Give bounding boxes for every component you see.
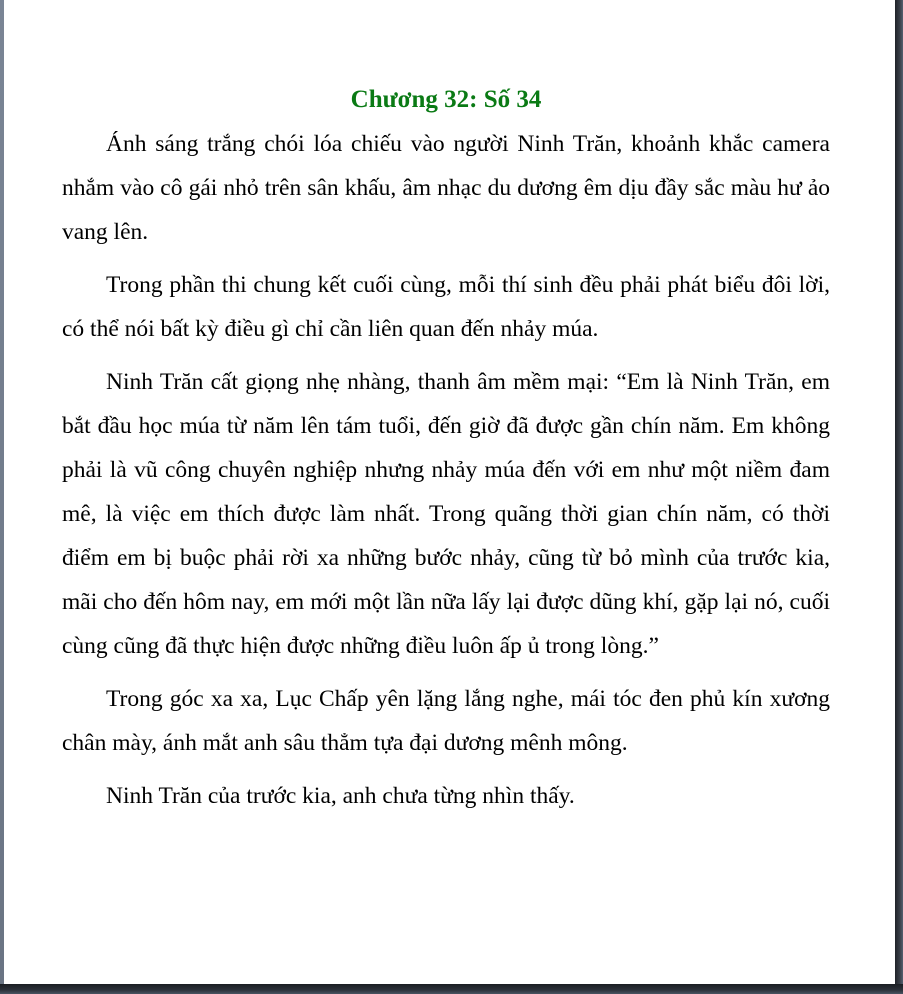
page-content	[62, 82, 830, 827]
paragraph: Ninh Trăn cất giọng nhẹ nhàng, thanh âm mềm mại: “Em là Ninh Trăn, em bắt đầu học múa từ năm lên tám tuổi, đến giờ đã được gần chín năm. Em không phải là vũ công chuyên nghiệp nhưng nhảy múa đến với em như một niềm đam mê, là việc em thích được làm nhất. Trong quãng thời gian chín năm, có thời điểm em bị buộc phải rời xa những bước nhảy, cũng từ bỏ mình của trước kia, mãi cho đến hôm nay, em mới một lần nữa lấy lại được dũng khí, gặp lại nó, cuối cùng cũng đã thực hiện được những điều luôn ấp ủ trong lòng.”	[62, 369, 830, 659]
horizontal-scrollbar[interactable]	[0, 984, 903, 994]
paragraph: Ánh sáng trắng chói lóa chiếu vào người Ninh Trăn, khoảnh khắc camera nhắm vào cô gái nhỏ trên sân khấu, âm nhạc du dương êm dịu đầy sắc màu hư ảo vang lên.	[62, 131, 830, 245]
paragraph: Trong góc xa xa, Lục Chấp yên lặng lắng nghe, mái tóc đen phủ kín xương chân mày, ánh mắt anh sâu thẳm tựa đại dương mênh mông.	[62, 686, 830, 756]
paragraph: Trong phần thi chung kết cuối cùng, mỗi thí sinh đều phải phát biểu đôi lời, có thể nói bất kỳ điều gì chỉ cần liên quan đến nhảy múa.	[62, 272, 830, 342]
chapter-title: Chương 32: Số 34	[350, 86, 542, 113]
vertical-scrollbar[interactable]	[895, 0, 903, 994]
paragraph: Ninh Trăn của trước kia, anh chưa từng nhìn thấy.	[106, 783, 575, 809]
